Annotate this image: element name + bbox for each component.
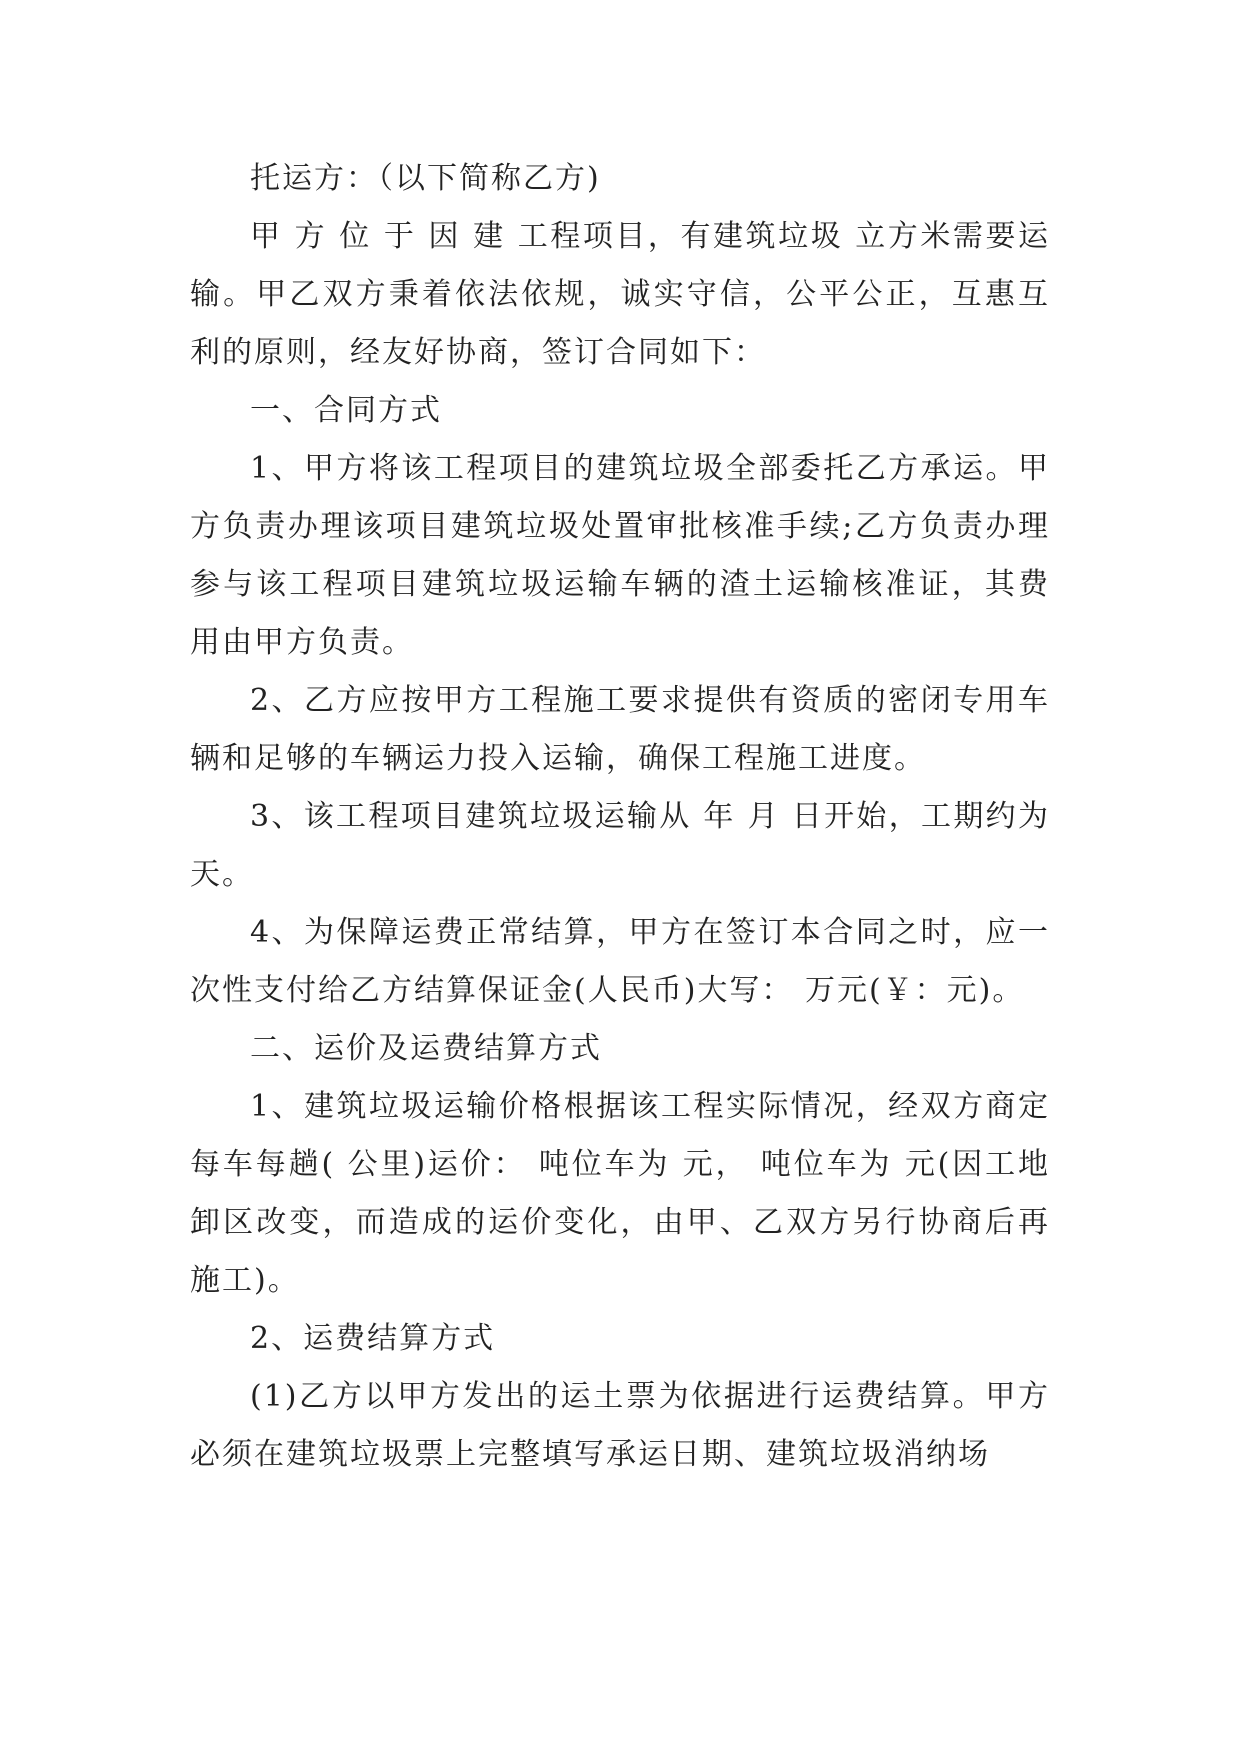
paragraph-clause-2-2-heading: 2、运费结算方式 (250, 1321, 496, 1356)
paragraph-carrier: 托运方：（以下简称乙方) (250, 161, 601, 196)
paragraph-clause-1-1: 1、甲方将该工程项目的建筑垃圾全部委托乙方承运。甲方负责办理该项目建筑垃圾处置审批核准手续;乙方负责办理参与该工程项目建筑垃圾运输车辆的渣土运输核准证，其费用由甲方负责。 (190, 451, 1050, 660)
paragraph-clause-1-2: 2、乙方应按甲方工程施工要求提供有资质的密闭专用车辆和足够的车辆运力投入运输，确保工程施工进度。 (190, 683, 1050, 776)
section-heading-freight-settlement: 二、运价及运费结算方式 (250, 1031, 602, 1066)
document-body (190, 150, 1062, 1484)
paragraph-clause-1-3: 3、该工程项目建筑垃圾运输从 年 月 日开始，工期约为 天。 (190, 799, 1062, 892)
paragraph-project-intro: 甲 方 位 于 因 建 工程项目，有建筑垃圾 立方米需要运输。甲乙双方秉着依法依规，诚实守信，公平公正，互惠互利的原则，经友好协商，签订合同如下： (190, 219, 1050, 370)
paragraph-clause-1-4: 4、为保障运费正常结算，甲方在签订本合同之时，应一次性支付给乙方结算保证金(人民币)大写： 万元(￥：元)。 (190, 915, 1050, 1008)
paragraph-clause-2-1: 1、建筑垃圾运输价格根据该工程实际情况，经双方商定每车每趟( 公里)运价： 吨位车为 元， 吨位车为 元(因工地卸区改变，而造成的运价变化，由甲、乙双方另行协商后再施工)。 (190, 1089, 1050, 1298)
section-heading-contract-method: 一、合同方式 (250, 393, 442, 428)
paragraph-clause-2-2-1: (1)乙方以甲方发出的运土票为依据进行运费结算。甲方必须在建筑垃圾票上完整填写承运日期、建筑垃圾消纳场 (190, 1379, 1050, 1472)
